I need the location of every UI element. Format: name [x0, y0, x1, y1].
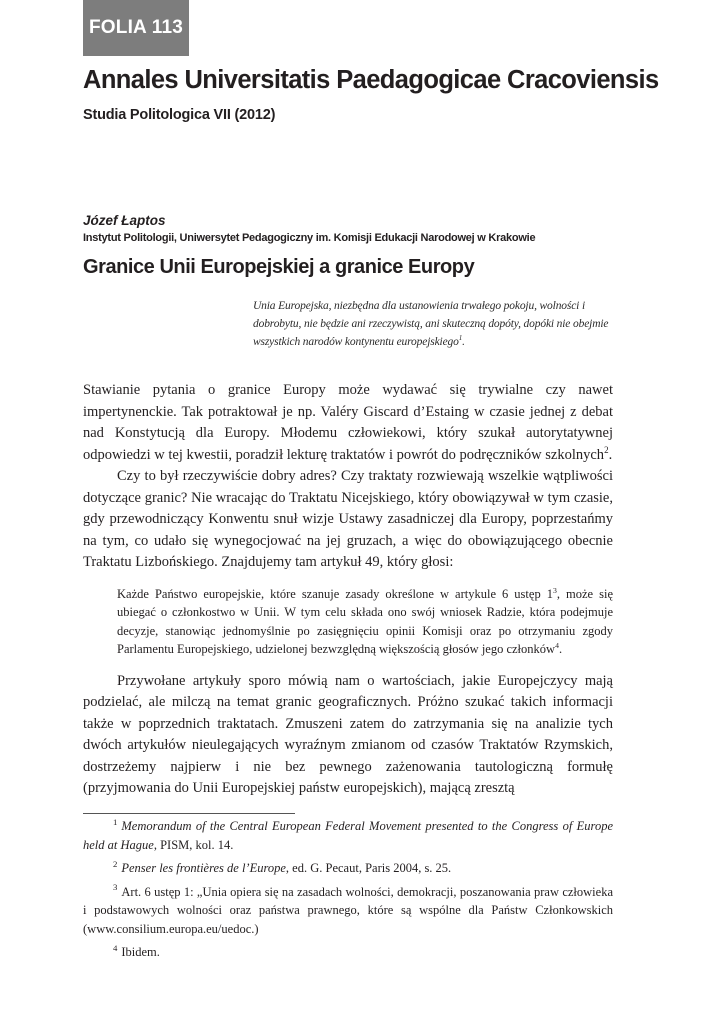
footnote: [83, 943, 613, 962]
quote-text: , może się ubiegać o członkostwo w Unii. W tym celu składa ono swój wniosek Radzie, która podejmuje decyzje, stanowiąc jednomyślnie po zasięgnięciu opinii Komisji oraz po otrzymaniu zgody Parlamentu Europejskiego, udzielonej bezwzględną większością głosów jego członków: [117, 586, 613, 656]
footnote-text: , ed. G. Pecaut, Paris 2004, s. 25.: [285, 861, 452, 875]
author-name: Józef Łaptos: [83, 213, 166, 228]
article-body: [83, 380, 613, 800]
footnote-ref[interactable]: 3: [552, 585, 557, 595]
article-title: Granice Unii Europejskiej a granice Europy: [83, 256, 475, 278]
footnote: [83, 817, 613, 854]
journal-title: Annales Universitatis Paedagogicae Cracoviensis: [83, 66, 659, 94]
footnote-italic: Penser les frontières de l’Europe: [121, 861, 286, 875]
footnote-ref[interactable]: 4: [555, 640, 559, 650]
epigraph-text: Unia Europejska, niezbędna dla ustanowienia trwałego pokoju, wolności i dobrobytu, nie będzie ani rzeczywistą, ani skuteczną dopóty, dopóki nie obejmie wszystkich narodów kontynentu europejskiego: [253, 300, 609, 348]
footnote-text: Art. 6 ustęp 1: „Unia opiera się na zasadach wolności, demokracji, poszanowania praw człowieka i podstawowych wolności oraz państwa prawnego, które są wspólne dla Państw Członkowskich (www.consilium.europa.eu/uedoc.): [83, 884, 613, 936]
block-quote: [117, 585, 613, 659]
footnote-divider: [83, 813, 295, 814]
footnote-ref[interactable]: 1: [458, 334, 463, 343]
footnotes: [83, 817, 613, 967]
footnote: [83, 883, 613, 939]
quote-text: Każde Państwo europejskie, które szanuje zasady określone w artykule 6 ustęp 1: [117, 586, 553, 601]
epigraph: Unia Europejska, niezbędna dla ustanowienia trwałego pokoju, wolności i dobrobytu, nie będzie ani rzeczywistą, ani skuteczną dopóty, dopóki nie obejmie wszystkich narodów kontynentu europejskiego$^1$.: [253, 300, 609, 348]
author-affiliation: Instytut Politologii, Uniwersytet Pedagogiczny im. Komisji Edukacji Narodowej w Krakowie: [83, 232, 536, 244]
footnote-number: 2: [113, 858, 118, 869]
paragraph: Przywołane artykuły sporo mówią nam o wartościach, jakie Europejczycy mają podzielać, ale milczą na temat granic geograficznych. Próżno szukać takich informacji także w poprzednich traktatach. Zmuszeni zatem do zatrzymania się na analizie tych dwóch artykułów nieulegających wyraźnym zmianom od czasów Traktatów Rzymskich, dostrzeżemy najpierw i nie bez pewnego zażenowania tautologiczną formułę (przyjmowania do Unii Europejskiej państw europejskich), mającą zresztą: [83, 672, 613, 796]
footnote-ref[interactable]: 2: [604, 444, 609, 455]
paragraph-end: .: [608, 446, 613, 463]
paragraph: Czy to był rzeczywiście dobry adres? Czy traktaty rozwiewają wszelkie wątpliwości dotyczące granic? Nie wracając do Traktatu Nicejskiego, który obowiązywał w tym czasie, gdy przewodniczący Konwentu snuł wizje Ustawy zasadniczej dla Europy, poprzestańmy na tym, co udało się wynegocjować na jej gruzach, a więc do obowiązującego obecnie Traktatu Lizbońskiego. Znajdujemy tam artykuł 49, który głosi:: [83, 468, 613, 570]
footnote-italic: Memorandum of the Central European Federal Movement presented to the Congress of Europe held at Hague: [83, 819, 613, 852]
footnote-number: 1: [113, 816, 118, 827]
footnote-text: , PISM, kol. 14.: [153, 837, 234, 852]
footnote-number: 3: [113, 882, 118, 893]
footnote: [83, 859, 613, 878]
series-title: Studia Politologica VII (2012): [83, 107, 276, 123]
quote-end: .: [558, 642, 563, 656]
folia-label: FOLIA 113: [83, 0, 189, 56]
footnote-text: Ibidem.: [121, 945, 160, 959]
paragraph: [83, 380, 613, 466]
paragraph-text: Stawianie pytania o granice Europy może wydawać się trywialne czy nawet impertynenckie. Tak potraktował je np. Valéry Giscard d’Estaing w czasie jednej z debat nad Konstytucją dla Europy. Młodemu człowiekowi, który szukał autorytatywnej odpowiedzi w tej kwestii, poradził lekturę traktatów i powrót do podręczników szkolnych: [83, 382, 613, 463]
footnote-number: 4: [113, 942, 118, 953]
